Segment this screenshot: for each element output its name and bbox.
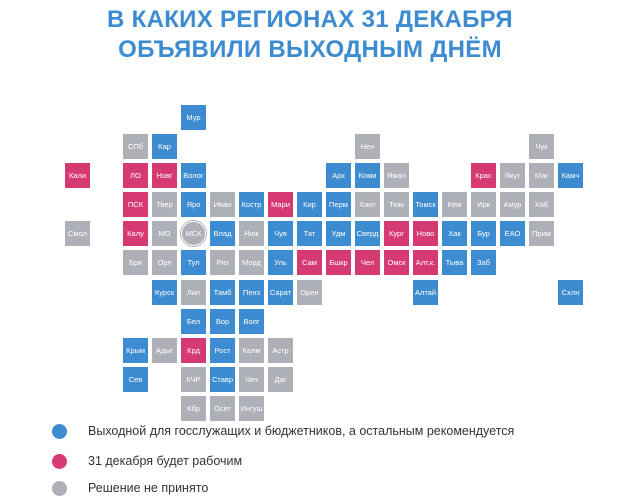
gray-dot-icon [52,481,67,496]
legend-label-day-off: Выходной для госслужащих и бюджетников, а остальным рекомендуется [88,424,515,438]
region-tile: Чеч [239,367,264,392]
region-tile: Хак [442,221,467,246]
region-tile: Иван [210,192,235,217]
map-title-line-2: ОБЪЯВИЛИ ВЫХОДНЫМ ДНЁМ [118,36,502,63]
pink-dot-icon [52,454,67,469]
region-tile: Схлн [558,280,583,305]
region-tile: Новг [152,163,177,188]
region-tile: Крд [181,338,206,363]
region-tile: ПСК [123,192,148,217]
region-tile: Рост [210,338,235,363]
region-tile: Пенз [239,280,264,305]
region-tile: Волг [239,309,264,334]
region-tile: СПб [123,134,148,159]
region-tile: Морд [239,250,264,275]
region-tile: Перм [326,192,351,217]
region-tile: Костр [239,192,264,217]
region-tile: Хант [355,192,380,217]
region-tile: Ниж [239,221,264,246]
region-tile: Крым [123,338,148,363]
region-tile: Камч [558,163,583,188]
region-tile: Нен [355,134,380,159]
region-tile: Крас [471,163,496,188]
map-title-line-1: В КАКИХ РЕГИОНАХ 31 ДЕКАБРЯ [107,6,513,33]
region-tile: Бел [181,309,206,334]
region-tile: ЕАО [500,221,525,246]
region-tile: Адыг [152,338,177,363]
region-tile: Вор [210,309,235,334]
region-tile: Кар [152,134,177,159]
region-tile: Сверд [355,221,380,246]
region-tile: Курск [152,280,177,305]
region-tile: Заб [471,250,496,275]
region-tile: Осет [210,396,235,421]
legend-item-day-off [52,421,514,441]
region-tile: Амур [500,192,525,217]
region-tile: Ново [413,221,438,246]
region-tile: Якут [500,163,525,188]
region-tile: Тюм [384,192,409,217]
region-tile: Калу [123,221,148,246]
region-tile: ЛО [123,163,148,188]
region-tile: Бшкр [326,250,351,275]
region-tile: Сам [297,250,322,275]
region-tile: Лип [181,280,206,305]
region-tile: Чук [529,134,554,159]
region-tile: Ставр [210,367,235,392]
region-tile: Бря [123,250,148,275]
region-tile: Кем [442,192,467,217]
region-tile: Хаб [529,192,554,217]
legend-item-working-day [52,451,242,471]
region-tile: Яро [181,192,206,217]
region-tile: Тыва [442,250,467,275]
legend-label-working-day: 31 декабря будет рабочим [88,454,243,468]
region-tile: Сарат [268,280,293,305]
region-tile: Сев [123,367,148,392]
region-tile: МСК [181,221,206,246]
region-tile: Омск [384,250,409,275]
region-tile: Кир [297,192,322,217]
region-tile: КЧР [181,367,206,392]
region-tile: Томск [413,192,438,217]
region-tile: Мур [181,105,206,130]
region-tile: Твер [152,192,177,217]
blue-dot-icon [52,424,67,439]
region-tile: Калм [239,338,264,363]
region-tile: Удм [326,221,351,246]
region-tile: Мари [268,192,293,217]
region-tile: Маг [529,163,554,188]
legend-item-undecided [52,478,208,498]
region-tile: Смол [65,221,90,246]
region-tile: Чел [355,250,380,275]
region-tile: Алт.к. [413,250,438,275]
region-tile: Алтай [413,280,438,305]
region-tile: Ямал [384,163,409,188]
region-tile: Ирк [471,192,496,217]
region-tile: Чув [268,221,293,246]
region-tile: Прим [529,221,554,246]
region-tile: Орл [152,250,177,275]
region-tile: Бур [471,221,496,246]
region-tile: Кали [65,163,90,188]
region-tile: Ингуш [239,396,264,421]
region-tile: Уль [268,250,293,275]
region-tile: Кург [384,221,409,246]
region-tile: Даг [268,367,293,392]
region-tile: Кбр [181,396,206,421]
region-tile: МО [152,221,177,246]
region-tile: Ряз [210,250,235,275]
region-tile: Орен [297,280,322,305]
region-tile: Влад [210,221,235,246]
region-tile: Тамб [210,280,235,305]
legend-label-undecided: Решение не принято [88,481,209,495]
region-tile: Коми [355,163,380,188]
region-tile: Тат [297,221,322,246]
region-tile: Волог [181,163,206,188]
region-tile: Арх [326,163,351,188]
region-tile: Астр [268,338,293,363]
region-tile: Тул [181,250,206,275]
